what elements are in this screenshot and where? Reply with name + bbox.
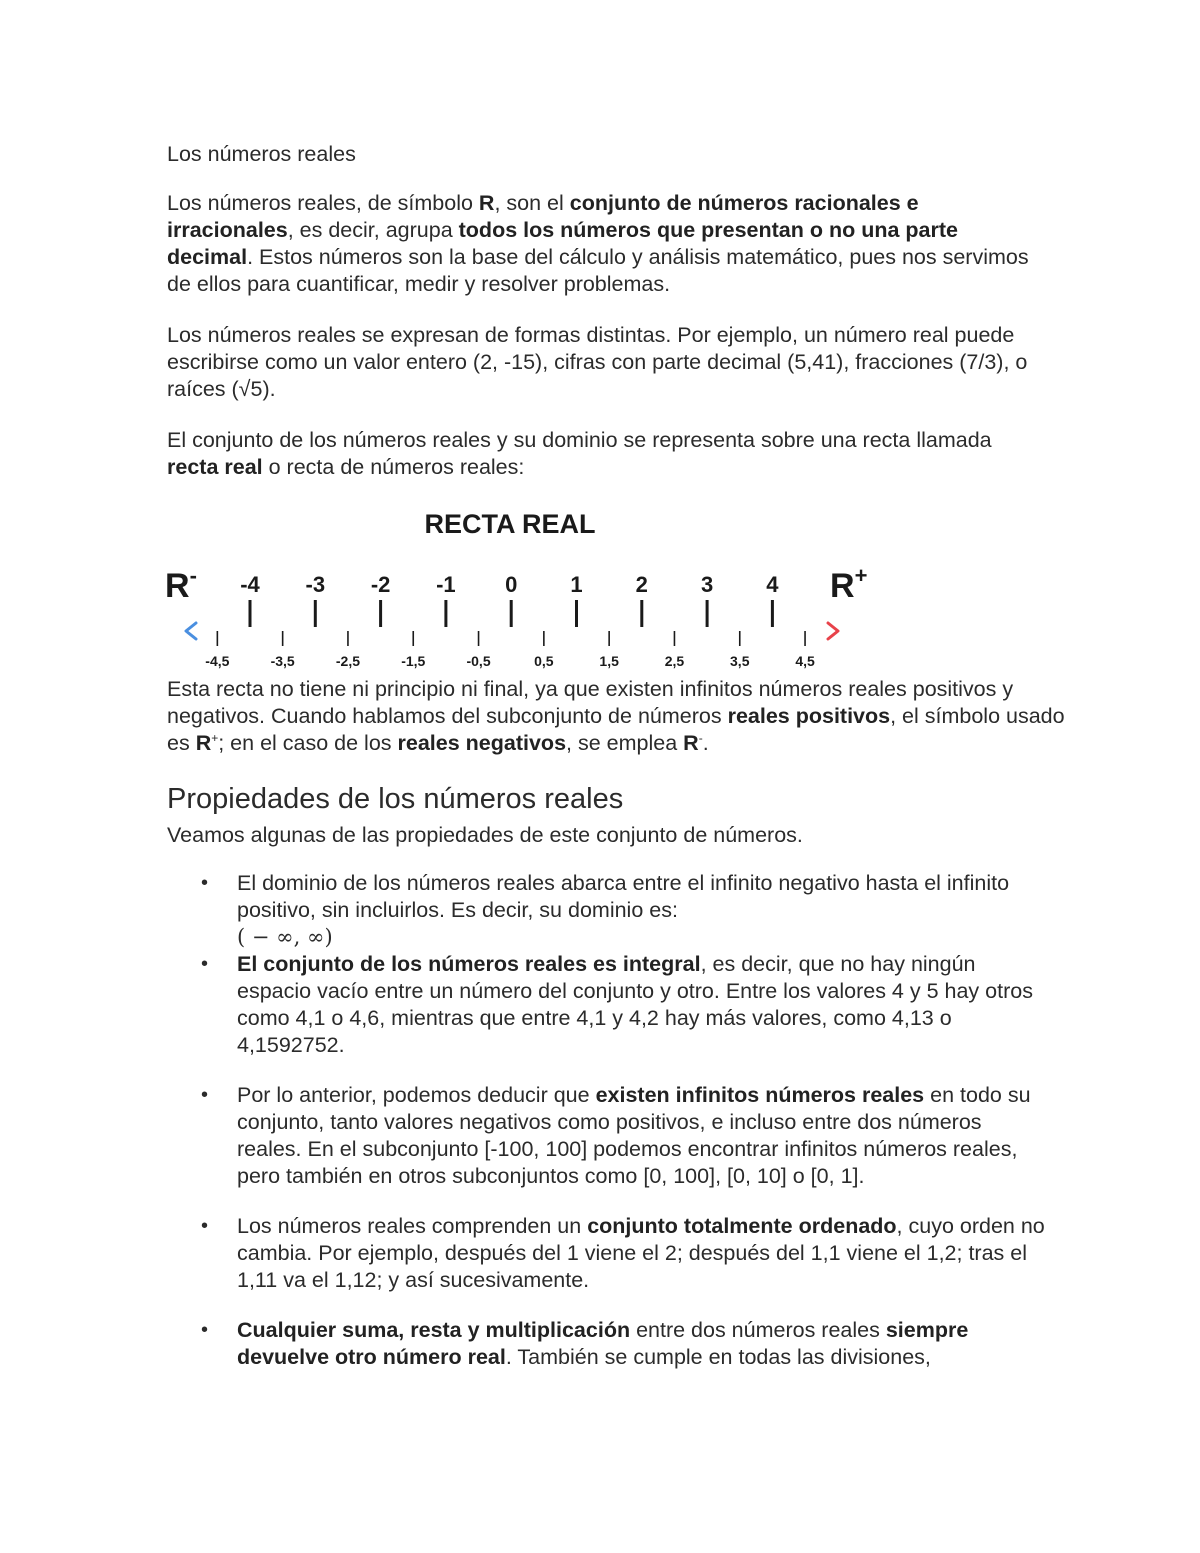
integer-tick-label: -3 [305,572,326,597]
half-tick-label: 1,5 [599,653,619,669]
bullet-icon: • [201,1084,209,1106]
integer-tick-label: -2 [370,572,391,597]
properties-list [167,870,1047,1371]
text-run: , se emplea [566,731,684,755]
r-plus-label: R+ [830,563,868,605]
bold-run: Cualquier suma, resta y multiplicación [237,1318,631,1342]
paragraph-recta-explanation [167,676,1067,757]
text-run: . Estos números son la base del cálculo y análisis matemático, pues nos servimos de ellos para cuantificar, medir y resolver problemas. [167,245,1029,296]
integer-tick-label: 4 [766,572,779,597]
integer-tick-label: 0 [505,572,518,597]
paragraph-recta-intro [167,427,1047,481]
bullet-icon: • [201,1319,209,1341]
document-title: Los números reales [167,142,356,166]
list-item [167,1213,1047,1294]
superscript: + [211,731,219,745]
bullet-icon: • [201,953,209,975]
list-item [167,951,1047,1059]
text-run: , es decir, que no hay ningún espacio vacío entre un número del conjunto y otro. Entre los valores 4 y 5 hay otros como 4,1 o 4,6, mientras que entre 4,1 y 4,2 hay más valores, como 4,13 o 4,1592752. [237,952,1033,1057]
list-item [167,1082,1047,1190]
bold-run: todos los números que presentan o no una parte decimal [167,218,958,269]
bold-run: existen infinitos números reales [595,1083,925,1107]
half-tick-label: -3,5 [270,653,295,669]
half-tick-label: 0,5 [534,653,554,669]
half-tick-label: -4,5 [205,653,230,669]
bold-run: reales negativos [397,731,567,755]
figure-title: RECTA REAL [424,509,596,539]
half-tick-label: -1,5 [401,653,426,669]
section-heading: Propiedades de los números reales [167,783,624,815]
text-run: ; en el caso de los [218,731,398,755]
list-item [167,870,1047,951]
half-tick-label: 2,5 [664,653,685,669]
paragraph-definition [167,190,1047,298]
half-labels [205,653,815,669]
bold-run: recta real [167,455,263,479]
superscript: - [698,731,703,745]
text-run: en todo su conjunto, tanto valores negativos como positivos, e incluso entre dos números reales. En el subconjunto [-100, 100] podemos encontrar infinitos números reales, pero también en otros subconjuntos como [0, 100], [0, 10] o [0, 1]. [237,1083,1031,1188]
bold-run: R [478,191,495,215]
section-intro: Veamos algunas de las propiedades de este conjunto de números. [167,823,803,847]
text-run: El dominio de los números reales abarca entre el infinito negativo hasta el infinito positivo, sin incluirlos. Es decir, su dominio es: [237,871,1010,922]
text-run: . [702,731,709,755]
text-run: o recta de números reales: [262,455,525,479]
integer-tick-label: 2 [635,572,648,597]
half-tick-label: 4,5 [795,653,815,669]
recta-real-figure [160,500,880,676]
integer-labels [240,572,779,597]
integer-tick-label: 3 [700,572,714,597]
half-ticks [217,631,805,646]
bold-run: siempre devuelve otro número real [237,1318,969,1369]
integer-tick-label: -1 [436,572,456,597]
integer-tick-label: 1 [570,572,583,597]
text-run: , son el [494,191,570,215]
list-item [167,1317,1047,1371]
text-run: Por lo anterior, podemos deducir que [237,1083,596,1107]
paragraph-forms: Los números reales se expresan de formas distintas. Por ejemplo, un número real puede escribirse como un valor entero (2, -15), cifras con parte decimal (5,41), fracciones (7/3), o raíces (√5). [167,323,1028,401]
text-run: . También se cumple en todas las divisiones, [505,1345,931,1369]
integer-ticks [250,600,772,627]
text-run: Los números reales comprenden un [237,1214,588,1238]
r-minus-label: R- [165,563,197,605]
text-run: entre dos números reales [630,1318,886,1342]
half-tick-label: 3,5 [730,653,750,669]
bold-run: El conjunto de los números reales es integral [237,952,701,976]
integer-tick-label: -4 [240,572,260,597]
half-tick-label: -2,5 [335,653,361,669]
text-run: Esta recta no tiene ni principio ni final, ya que existen infinitos números reales positivos y negativos. Cuando hablamos del subconjunto de números [167,677,1014,728]
bold-run: reales positivos [727,704,891,728]
bullet-icon: • [201,872,209,894]
bullet-icon: • [201,1215,209,1237]
domain-interval: ( − ∞, ∞) [237,925,333,949]
bold-run: R [195,731,212,755]
text-run: , es decir, agrupa [287,218,459,242]
bold-run: conjunto totalmente ordenado [587,1214,897,1238]
text-run: Los números reales, de símbolo [167,191,479,215]
text-run: , el símbolo usado es [167,704,1065,755]
bold-run: conjunto de números racionales e irracionales [167,191,919,242]
text-run: El conjunto de los números reales y su dominio se representa sobre una recta llamada [167,428,992,452]
text-run: , cuyo orden no cambia. Por ejemplo, después del 1 viene el 2; después del 1,1 viene el 1,2; tras el 1,11 va el 1,12; y así sucesivamente. [237,1214,1045,1292]
half-tick-label: -0,5 [466,653,491,669]
bold-run: R [683,731,699,755]
